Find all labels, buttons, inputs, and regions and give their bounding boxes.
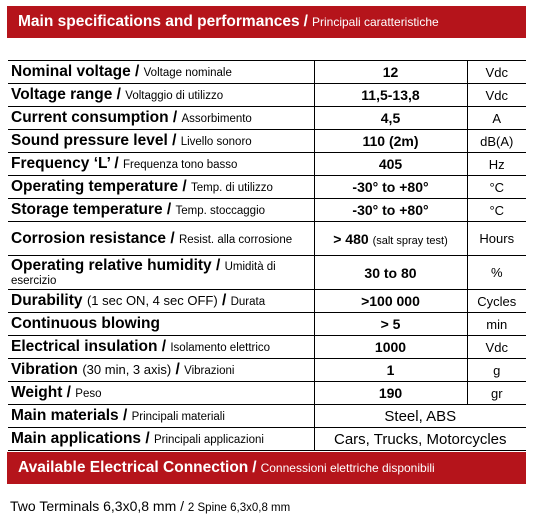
spec-name-it: Durata — [230, 296, 266, 308]
spec-unit: °C — [467, 176, 526, 199]
spec-value: 12 — [314, 61, 467, 84]
spec-value: 1 — [314, 359, 467, 382]
spec-value: 1000 — [314, 336, 467, 359]
spec-name-it: Umidità di esercizio — [11, 261, 276, 287]
spec-name-cell: Durability (1 sec ON, 4 sec OFF) / Durata — [8, 290, 314, 313]
spec-value: Cars, Trucks, Motorcycles — [314, 428, 526, 451]
spec-name-it: Principali applicazioni — [153, 434, 264, 446]
spec-value: 110 (2m) — [314, 130, 467, 153]
specs-banner-title: Main specifications and performances — [18, 13, 300, 30]
spec-name: Storage temperature — [11, 201, 163, 218]
spec-name-it: Isolamento elettrico — [170, 342, 271, 354]
spec-name: Vibration — [11, 361, 78, 378]
spec-name-cell: Frequency ‘L’ / Frequenza tono basso — [8, 153, 314, 176]
spec-name-cell: Storage temperature / Temp. stoccaggio — [8, 199, 314, 222]
spec-name: Corrosion resistance — [11, 229, 167, 247]
connection-en: Two Terminals 6,3x0,8 mm — [10, 498, 177, 514]
spec-value: 405 — [314, 153, 467, 176]
spec-unit: °C — [467, 199, 526, 222]
spec-name-it: Vibrazioni — [184, 365, 235, 377]
spec-name-cell: Electrical insulation / Isolamento elettrico — [8, 336, 314, 359]
spec-name-it: Temp. stoccaggio — [175, 205, 266, 217]
spec-value-note: (salt spray test) — [372, 234, 448, 247]
spec-name: Operating temperature — [11, 178, 179, 195]
spec-row-electrical-insulation — [8, 336, 526, 359]
spec-row-main-applications — [8, 428, 526, 451]
spec-name-it: Voltage nominale — [143, 67, 232, 79]
spec-name-cell: Weight / Peso — [8, 382, 314, 405]
spec-name-it: Frequenza tono basso — [122, 159, 238, 171]
spec-row-weight — [8, 382, 526, 405]
spec-name: Current consumption — [11, 109, 169, 126]
spec-name-cell: Sound pressure level / Livello sonoro — [8, 130, 314, 153]
spec-value: -30° to +80° — [314, 199, 467, 222]
spec-unit: Cycles — [467, 290, 526, 313]
spec-name: Main applications — [11, 430, 142, 447]
spec-name: Electrical insulation — [11, 338, 158, 355]
spec-value: 11,5-13,8 — [314, 84, 467, 107]
connection-banner-title: Available Electrical Connection — [18, 459, 249, 476]
spec-name: Main materials — [11, 407, 119, 424]
connection-separator: / — [180, 498, 185, 514]
spec-row-durability — [8, 290, 526, 313]
spec-unit: A — [467, 107, 526, 130]
spec-value: 4,5 — [314, 107, 467, 130]
spec-row-operating-temperature — [8, 176, 526, 199]
spec-unit: Hours — [467, 222, 526, 256]
connection-banner-subtitle: Connessioni elettriche disponibili — [260, 461, 435, 475]
spec-unit: gr — [467, 382, 526, 405]
spec-value-cell — [314, 222, 467, 256]
spec-name-it: Principali materiali — [131, 411, 225, 423]
spec-name-cell: Operating temperature / Temp. di utilizzo — [8, 176, 314, 199]
specs-banner-subtitle: Principali caratteristiche — [311, 15, 439, 29]
spec-name-extra: (30 min, 3 axis) — [82, 362, 172, 377]
spec-row-main-materials — [8, 405, 526, 428]
spec-value: > 5 — [314, 313, 467, 336]
spec-value: > 480 — [333, 230, 369, 247]
spec-name-it: Temp. di utilizzo — [191, 182, 273, 194]
spec-unit: Vdc — [467, 84, 526, 107]
spec-unit: Vdc — [467, 61, 526, 84]
spec-name-cell: Corrosion resistance / Resist. alla corrosione — [8, 222, 314, 256]
spec-name: Nominal voltage — [11, 63, 131, 80]
spec-name: Durability — [11, 292, 83, 309]
spec-name-cell — [8, 313, 314, 336]
spec-row-frequency — [8, 153, 526, 176]
spec-unit: dB(A) — [467, 130, 526, 153]
spec-row-current-consumption — [8, 107, 526, 130]
specs-banner-separator: / — [303, 13, 308, 30]
spec-name-it: Livello sonoro — [180, 136, 252, 148]
spec-value: Steel, ABS — [314, 405, 526, 428]
spec-name-cell: Operating relative humidity / Umidità di esercizio — [8, 256, 314, 290]
spec-name-cell: Vibration (30 min, 3 axis) / Vibrazioni — [8, 359, 314, 382]
spec-name-cell: Current consumption / Assorbimento — [8, 107, 314, 130]
spec-row-voltage-range — [8, 84, 526, 107]
spec-name-it: Peso — [75, 388, 102, 400]
connection-it: 2 Spine 6,3x0,8 mm — [187, 502, 291, 514]
spec-name-cell: Main materials / Principali materiali — [8, 405, 314, 428]
spec-name: Operating relative humidity — [11, 257, 212, 274]
spec-value: >100 000 — [314, 290, 467, 313]
spec-row-nominal-voltage — [8, 61, 526, 84]
spec-unit: min — [467, 313, 526, 336]
connection-banner-separator: / — [252, 459, 257, 476]
spec-name: Voltage range — [11, 86, 113, 103]
spec-name-cell: Main applications / Principali applicazioni — [8, 428, 314, 451]
spec-name-it: Assorbimento — [181, 113, 252, 125]
spec-name: Continuous blowing — [11, 315, 160, 332]
spec-row-storage-temperature — [8, 199, 526, 222]
spec-row-continuous-blowing — [8, 313, 526, 336]
spec-unit: Hz — [467, 153, 526, 176]
spec-unit: % — [467, 256, 526, 290]
spec-name-it: Resist. alla corrosione — [178, 233, 293, 246]
spec-row-sound-pressure — [8, 130, 526, 153]
spec-name-it: Voltaggio di utilizzo — [125, 90, 224, 102]
spec-row-vibration — [8, 359, 526, 382]
spec-value: 30 to 80 — [314, 256, 467, 290]
spec-name: Weight — [11, 384, 63, 401]
connection-banner — [7, 452, 526, 484]
spec-value: -30° to +80° — [314, 176, 467, 199]
spec-unit: g — [467, 359, 526, 382]
spec-name: Frequency ‘L’ — [11, 155, 111, 172]
spec-row-relative-humidity — [8, 256, 526, 290]
connection-description — [10, 498, 290, 514]
spec-unit: Vdc — [467, 336, 526, 359]
spec-name-cell: Nominal voltage / Voltage nominale — [8, 61, 314, 84]
spec-name-cell: Voltage range / Voltaggio di utilizzo — [8, 84, 314, 107]
spec-name: Sound pressure level — [11, 132, 168, 149]
specs-banner — [7, 6, 526, 38]
spec-row-corrosion-resistance — [8, 222, 526, 256]
spec-name-extra: (1 sec ON, 4 sec OFF) — [86, 293, 218, 308]
spec-value: 190 — [314, 382, 467, 405]
specs-table — [8, 60, 526, 451]
